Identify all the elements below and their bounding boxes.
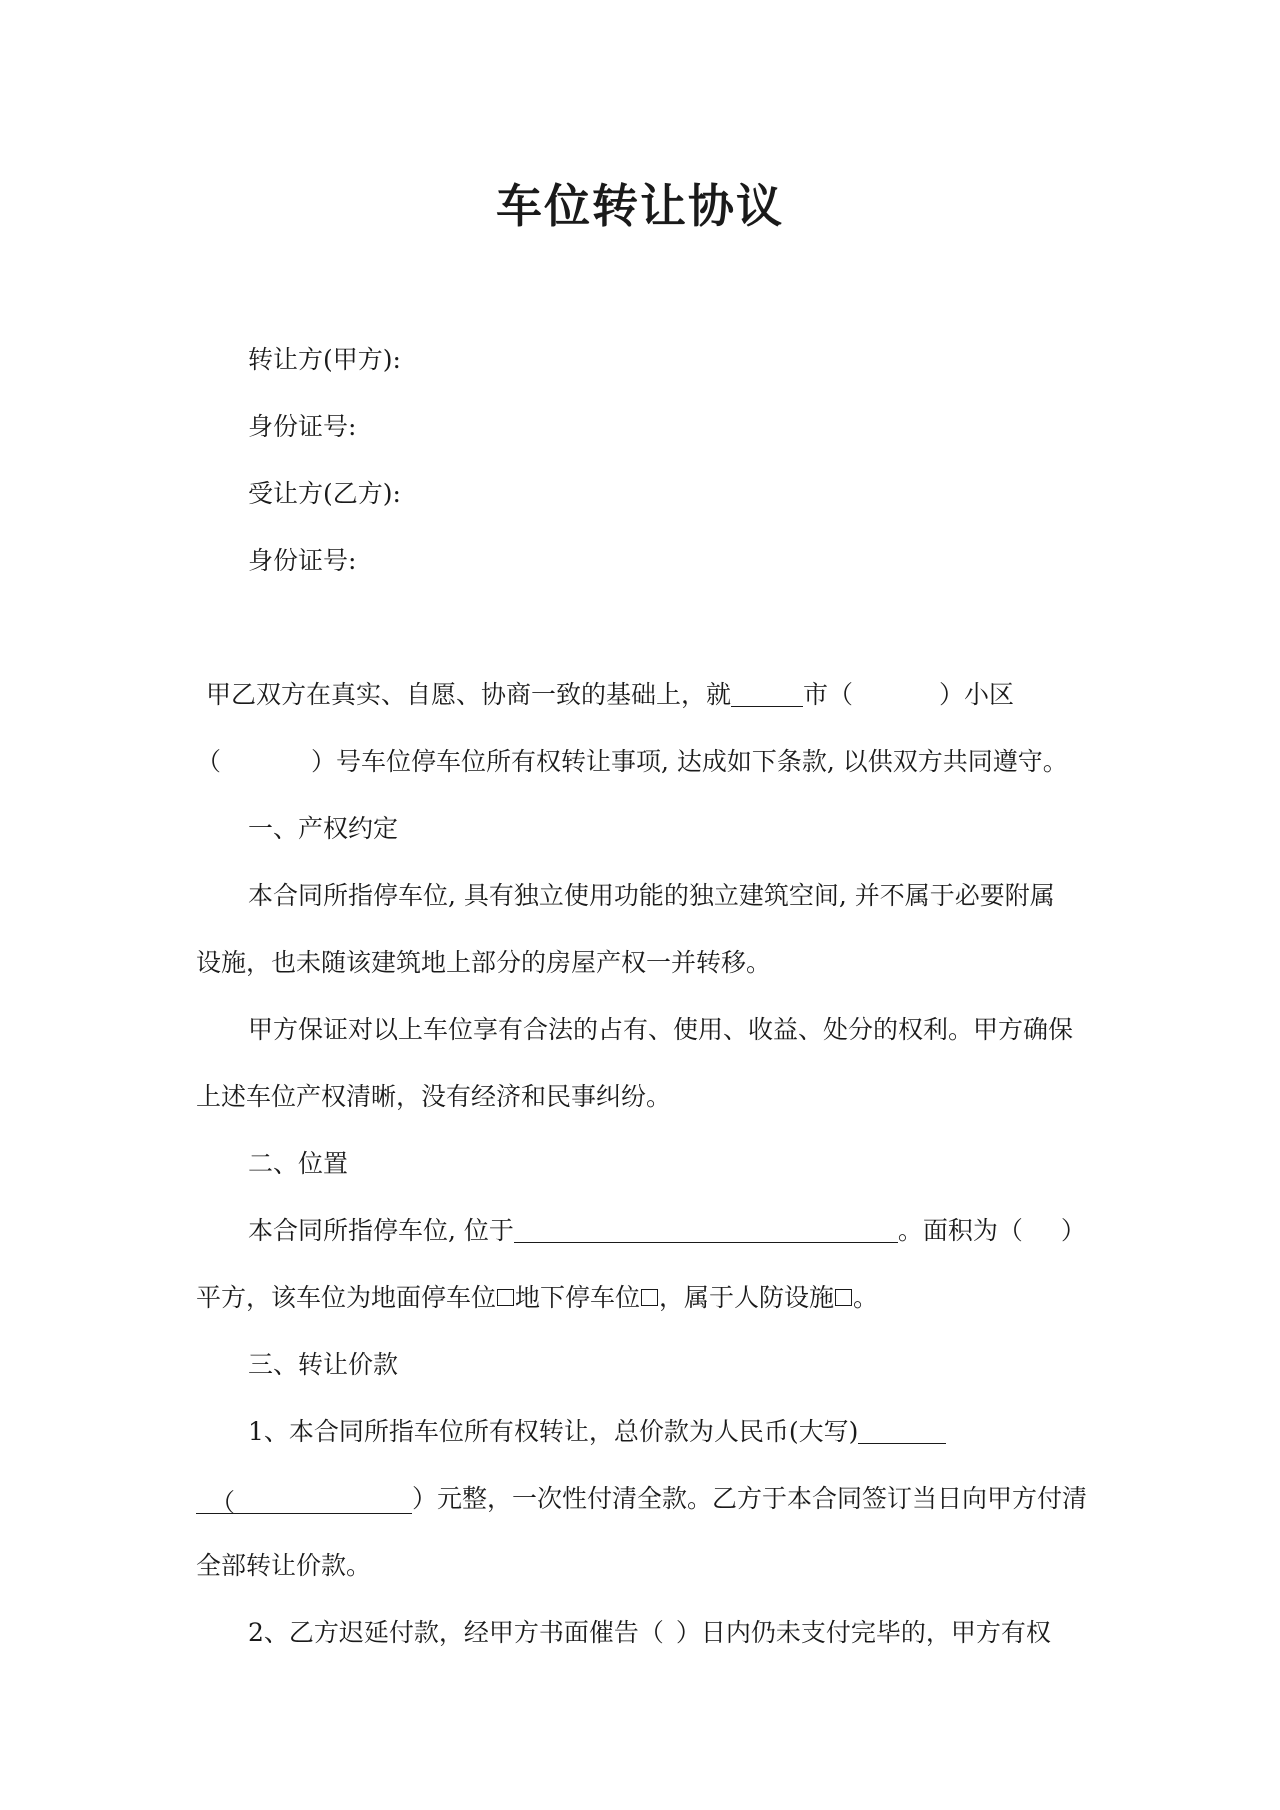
section1-heading: 一、产权约定 <box>248 814 399 843</box>
section1-p2-line1: 甲方保证对以上车位享有合法的占有、使用、收益、处分的权利。甲方确保 <box>248 1015 1074 1044</box>
location-blank[interactable] <box>514 1212 898 1243</box>
section3-item1-line2 <box>196 1479 1096 1519</box>
transferor-label: 转让方(甲方): <box>248 345 401 374</box>
price-open-paren: （ <box>210 1488 236 1517</box>
document-title: 车位转让协议 <box>496 179 784 233</box>
delay-text-b: ）日内仍未支付完毕的，甲方有权 <box>675 1618 1051 1647</box>
intro-line-1 <box>206 675 1106 715</box>
city-blank[interactable] <box>731 676 803 707</box>
space-type-text-a: 平方，该车位为地面停车位 <box>196 1283 497 1312</box>
transferor-id-label: 身份证号: <box>248 412 357 441</box>
section2-line1 <box>248 1211 1148 1251</box>
space-type-text-d: 。 <box>853 1283 879 1312</box>
intro-text-d: （ <box>196 747 222 776</box>
intro-text-a: 甲乙双方在真实、自愿、协商一致的基础上，就 <box>206 680 732 709</box>
area-close-paren: ） <box>1060 1216 1086 1245</box>
intro-text-b: 市（ <box>803 680 854 709</box>
space-type-text-b: 地下停车位 <box>515 1283 641 1312</box>
price-label: 1、本合同所指车位所有权转让，总价款为人民币(大写) <box>248 1417 859 1446</box>
price-text-b: ）元整，一次性付清全款。乙方于本合同签订当日向甲方付清 <box>412 1484 1088 1513</box>
section1-p1-line2: 设施，也未随该建筑地上部分的房屋产权一并转移。 <box>196 948 772 977</box>
area-label: 。面积为（ <box>897 1216 1023 1245</box>
location-label: 本合同所指停车位, 位于 <box>248 1216 514 1245</box>
section3-item1-line3: 全部转让价款。 <box>196 1551 372 1580</box>
price-figures-blank[interactable] <box>196 1483 412 1517</box>
civil-defense-checkbox[interactable] <box>835 1289 852 1306</box>
transferee-label: 受让方(乙方): <box>248 479 401 508</box>
space-type-text-c: ，属于人防设施 <box>659 1283 835 1312</box>
section2-line2 <box>196 1278 1096 1318</box>
intro-text-c: ）小区 <box>939 680 1015 709</box>
price-words-blank[interactable] <box>858 1413 946 1444</box>
section3-item1-line1 <box>248 1412 1148 1452</box>
section1-p2-line2: 上述车位产权清晰，没有经济和民事纠纷。 <box>196 1082 672 1111</box>
section2-heading: 二、位置 <box>248 1149 349 1178</box>
ground-parking-checkbox[interactable] <box>497 1289 514 1306</box>
underground-parking-checkbox[interactable] <box>641 1289 658 1306</box>
section3-heading: 三、转让价款 <box>248 1350 399 1379</box>
transferee-id-label: 身份证号: <box>248 546 357 575</box>
section1-p1-line1: 本合同所指停车位, 具有独立使用功能的独立建筑空间, 并不属于必要附属 <box>248 881 1055 910</box>
delay-text-a: 2、乙方迟延付款，经甲方书面催告（ <box>248 1618 664 1647</box>
intro-text-e: ）号车位停车位所有权转让事项, 达成如下条款, 以供双方共同遵守。 <box>311 747 1068 776</box>
section3-item2-line1 <box>248 1613 1148 1653</box>
intro-line-2 <box>196 742 1096 782</box>
